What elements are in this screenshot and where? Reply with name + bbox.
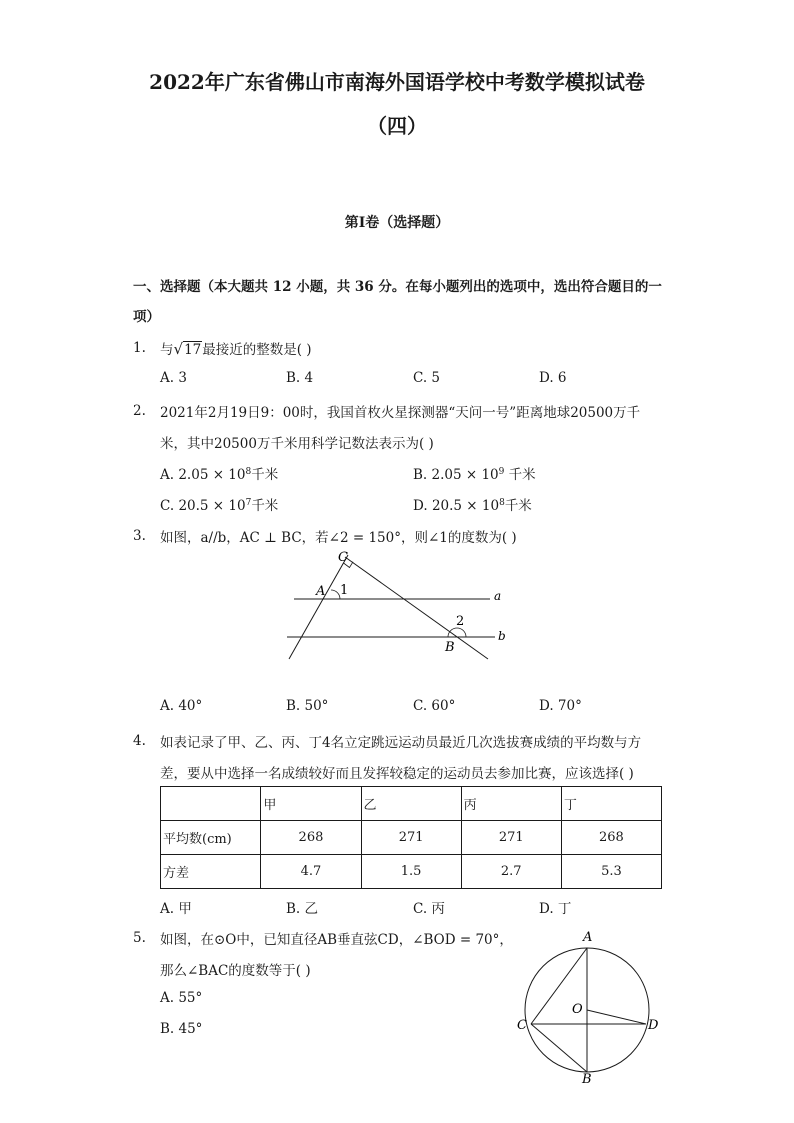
q4-option-b: B. 乙 xyxy=(286,901,319,917)
table-cell: 268 xyxy=(261,821,361,855)
table-cell: 5.3 xyxy=(561,855,661,889)
label-a-point: A xyxy=(316,584,326,599)
q1-number: 1. xyxy=(133,340,146,356)
table-header-cell: 丁 xyxy=(561,787,661,821)
label-point-o: O xyxy=(572,1002,583,1017)
label-c: C xyxy=(338,550,348,565)
table-header-row xyxy=(161,787,662,821)
q4-text-line1: 如表记录了甲、乙、丙、丁4名立定跳远运动员最近几次选拔赛成绩的平均数与方 xyxy=(160,735,642,751)
label-point-a: A xyxy=(583,930,593,945)
q2-option-d: D. $20.5 \times 10^8$千米 xyxy=(413,498,532,514)
table-cell: 268 xyxy=(561,821,661,855)
table-cell: 271 xyxy=(361,821,461,855)
section-title: 第Ⅰ卷（选择题） xyxy=(344,215,450,231)
table-row-label: 平均数(cm) xyxy=(161,821,261,855)
q4-number: 4. xyxy=(133,733,146,749)
table-cell: 1.5 xyxy=(361,855,461,889)
q4-option-a: A. 甲 xyxy=(160,901,192,917)
q3-option-b: B. 50° xyxy=(286,698,329,714)
sqrt-symbol: √17 xyxy=(173,340,202,358)
q1-option-a: A. 3 xyxy=(160,370,187,386)
q2-option-a: A. $2.05 \times 10^8$千米 xyxy=(160,467,279,483)
q4-option-c: C. 丙 xyxy=(413,901,445,917)
q3-option-a: A. 40° xyxy=(160,698,203,714)
segment-od xyxy=(587,1010,646,1024)
paper-title: 2022年广东省佛山市南海外国语学校中考数学模拟试卷 xyxy=(149,70,645,94)
q3-figure xyxy=(280,545,520,665)
q5-option-a: A. 55° xyxy=(160,990,203,1006)
table-row-label: 方差 xyxy=(161,855,261,889)
table-cell: 271 xyxy=(461,821,561,855)
table-cell: 2.7 xyxy=(461,855,561,889)
q5-circle-figure xyxy=(510,925,660,1085)
q3-option-c: C. 60° xyxy=(413,698,456,714)
paper-title-subtitle: （四） xyxy=(367,114,427,138)
label-line-b: b xyxy=(498,629,506,643)
q5-option-b: B. 45° xyxy=(160,1021,203,1037)
table-header-cell: 甲 xyxy=(261,787,361,821)
q2-text-line2: 米，其中20500万千米用科学记数法表示为( ) xyxy=(160,436,434,452)
label-angle-2: 2 xyxy=(456,614,465,629)
label-angle-1: 1 xyxy=(340,583,349,598)
q2-number: 2. xyxy=(133,403,146,419)
q2-text-line1: 2021年2月19日9：00时，我国首枚火星探测器“天问一号”距离地球20500万千 xyxy=(160,405,641,421)
q5-text-line2: 那么∠BAC的度数等于( ) xyxy=(160,963,311,979)
q5-number: 5. xyxy=(133,930,146,946)
line-cb xyxy=(345,557,488,659)
q4-option-d: D. 丁 xyxy=(539,901,572,917)
q4-table xyxy=(160,786,662,889)
q2-option-b: B. $2.05 \times 10^9$ 千米 xyxy=(413,467,536,483)
q3-option-d: D. 70° xyxy=(539,698,582,714)
label-line-a: a xyxy=(494,589,502,603)
table-header-cell xyxy=(161,787,261,821)
instructions-line2: 项） xyxy=(133,309,160,325)
q2-option-c: C. $20.5 \times 10^7$千米 xyxy=(160,498,279,514)
q1-option-d: D. 6 xyxy=(539,370,567,386)
label-point-d: D xyxy=(648,1018,659,1033)
table-cell: 4.7 xyxy=(261,855,361,889)
q4-text-line2: 差，要从中选择一名成绩较好而且发挥较稳定的运动员去参加比赛，应该选择( ) xyxy=(160,766,634,782)
table-row xyxy=(161,855,662,889)
label-b-point: B xyxy=(445,640,455,655)
label-point-b: B xyxy=(582,1072,592,1085)
label-point-c: C xyxy=(517,1018,527,1033)
table-header-cell: 乙 xyxy=(361,787,461,821)
q3-text: 如图，a//b，AC ⊥ BC，若∠2 = 150°，则∠1的度数为( ) xyxy=(160,530,517,546)
q1-option-c: C. 5 xyxy=(413,370,441,386)
angle-1-arc xyxy=(331,590,340,599)
instructions: 一、选择题（本大题共 12 小题，共 36 分。在每小题列出的选项中，选出符合题目的一 xyxy=(133,279,662,295)
line-ac xyxy=(289,555,348,659)
table-row xyxy=(161,821,662,855)
q1-text: 与√17最接近的整数是( ) xyxy=(160,340,312,358)
q3-number: 3. xyxy=(133,528,146,544)
q5-text-line1: 如图，在⊙O中，已知直径AB垂直弦CD，∠BOD = 70°， xyxy=(160,932,513,948)
table-header-cell: 丙 xyxy=(461,787,561,821)
q1-option-b: B. 4 xyxy=(286,370,314,386)
